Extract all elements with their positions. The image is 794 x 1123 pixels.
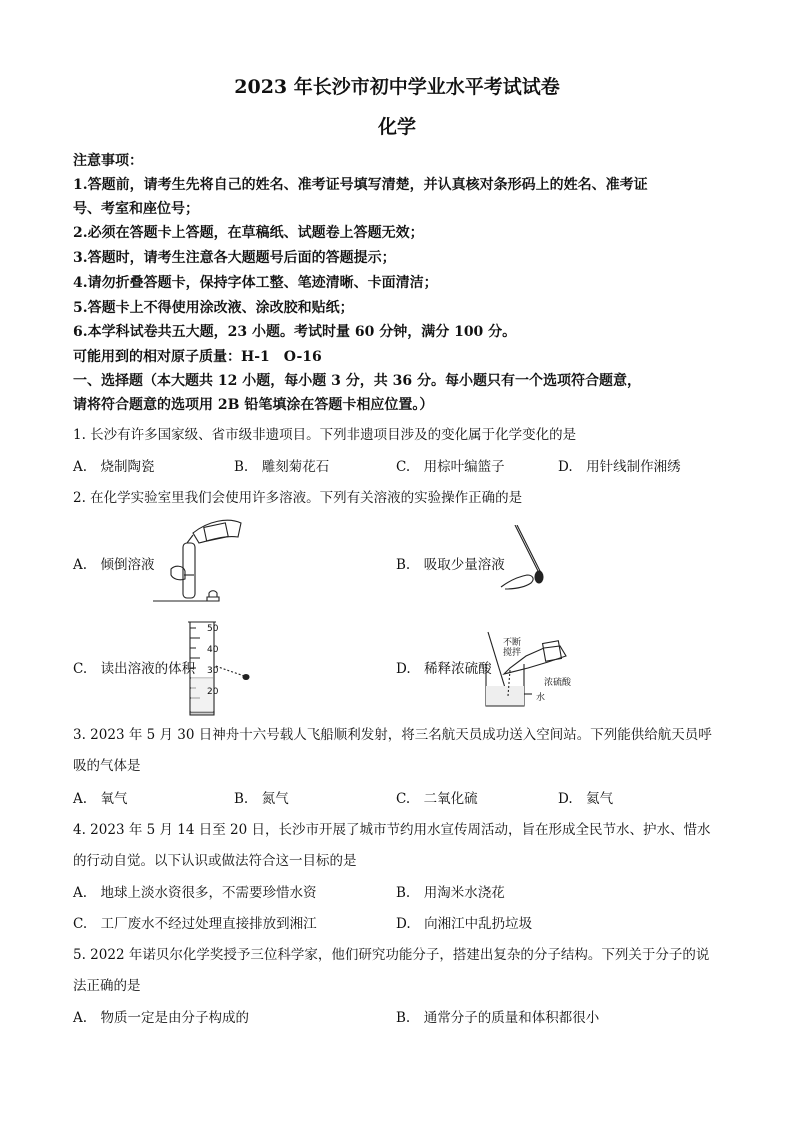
q5-stem-line1: 5. 2022 年诺贝尔化学奖授予三位科学家，他们研究功能分子，搭建出复杂的分子结构。下列关于分子的说 bbox=[73, 947, 710, 963]
atomic-mass-note: 可能用到的相对原子质量：H-1 O-16 bbox=[73, 349, 322, 365]
diluting-acid-figure bbox=[484, 628, 574, 710]
q2-option-a: A. 倾倒溶液 bbox=[73, 557, 155, 573]
notice-item: 3.答题时，请考生注意各大题题号后面的答题提示； bbox=[73, 250, 396, 266]
q2-stem: 2. 在化学实验室里我们会使用许多溶液。下列有关溶液的实验操作正确的是 bbox=[73, 490, 523, 506]
section-heading: 一、选择题（本大题共 12 小题，每小题 3 分，共 36 分。每小题只有一个选项符合题意， bbox=[73, 373, 641, 389]
pouring-solution-figure bbox=[153, 513, 245, 609]
q3-option-d: D. 氦气 bbox=[558, 791, 614, 807]
q4-option-a: A. 地球上淡水资很多，不需要珍惜水资 bbox=[73, 885, 317, 901]
q1-option-d: D. 用针线制作湘绣 bbox=[558, 459, 681, 475]
q4-stem-line1: 4. 2023 年 5 月 14 日至 20 日，长沙市开展了城市节约用水宣传周活动，旨在形成全民节水、护水、惜水 bbox=[73, 822, 711, 838]
notice-item: 2.必须在答题卡上答题，在草稿纸、试题卷上答题无效； bbox=[73, 225, 424, 241]
q4-option-b: B. 用淘米水浇花 bbox=[396, 885, 505, 901]
notice-item: 5.答题卡上不得使用涂改液、涂改胶和贴纸； bbox=[73, 300, 354, 316]
exam-title: 2023 年长沙市初中学业水平考试试卷 bbox=[234, 76, 560, 98]
cylinder-tick-50: 50 bbox=[207, 624, 219, 634]
q2-option-c: C. 读出溶液的体积 bbox=[73, 661, 196, 677]
notice-item: 1.答题前，请考生先将自己的姓名、准考证号填写清楚，并认真核对条形码上的姓名、准考证 bbox=[73, 177, 648, 193]
q1-stem: 1. 长沙有许多国家级、省市级非遗项目。下列非遗项目涉及的变化属于化学变化的是 bbox=[73, 427, 577, 443]
q2-option-d: D. 稀释浓硫酸 bbox=[396, 661, 492, 677]
q1-option-a: A. 烧制陶瓷 bbox=[73, 459, 155, 475]
q1-option-b: B. 雕刻菊花石 bbox=[234, 459, 330, 475]
cylinder-tick-20: 20 bbox=[207, 687, 219, 697]
dropper-figure bbox=[495, 525, 555, 590]
notice-item: 4.请勿折叠答题卡，保持字体工整、笔迹清晰、卡面清洁； bbox=[73, 275, 438, 291]
q1-option-c: C. 用棕叶编篮子 bbox=[396, 459, 505, 475]
notice-heading: 注意事项： bbox=[73, 153, 143, 169]
cylinder-tick-40: 40 bbox=[207, 645, 219, 655]
q2-option-b: B. 吸取少量溶液 bbox=[396, 557, 505, 573]
q4-stem-line2: 的行动自觉。以下认识或做法符合这一目标的是 bbox=[73, 853, 357, 869]
q5-option-a: A. 物质一定是由分子构成的 bbox=[73, 1010, 250, 1026]
q5-option-b: B. 通常分子的质量和体积都很小 bbox=[396, 1010, 600, 1026]
q3-stem-line1: 3. 2023 年 5 月 30 日神舟十六号载人飞船顺利发射，将三名航天员成功送入空间站。下列能供给航天员呼 bbox=[73, 727, 712, 743]
q4-option-d: D. 向湘江中乱扔垃圾 bbox=[396, 916, 533, 932]
stir-label: 不断 搅拌 bbox=[503, 638, 522, 658]
q3-stem-line2: 吸的气体是 bbox=[73, 758, 141, 774]
section-instructions: 请将符合题意的选项用 2B 铅笔填涂在答题卡相应位置。） bbox=[73, 397, 434, 413]
notice-item: 6.本学科试卷共五大题，23 小题。考试时量 60 分钟，满分 100 分。 bbox=[73, 324, 517, 340]
graduated-cylinder-figure bbox=[188, 618, 258, 716]
q3-option-b: B. 氮气 bbox=[234, 791, 289, 807]
notice-item: 号、考室和座位号； bbox=[73, 201, 199, 217]
subject-title: 化学 bbox=[377, 116, 416, 138]
cylinder-tick-30: 30 bbox=[207, 666, 219, 676]
water-label: 水 bbox=[536, 693, 546, 703]
acid-label: 浓硫酸 bbox=[544, 678, 572, 688]
q3-option-a: A. 氧气 bbox=[73, 791, 128, 807]
q4-option-c: C. 工厂废水不经过处理直接排放到湘江 bbox=[73, 916, 317, 932]
q3-option-c: C. 二氧化硫 bbox=[396, 791, 478, 807]
q5-stem-line2: 法正确的是 bbox=[73, 978, 141, 994]
